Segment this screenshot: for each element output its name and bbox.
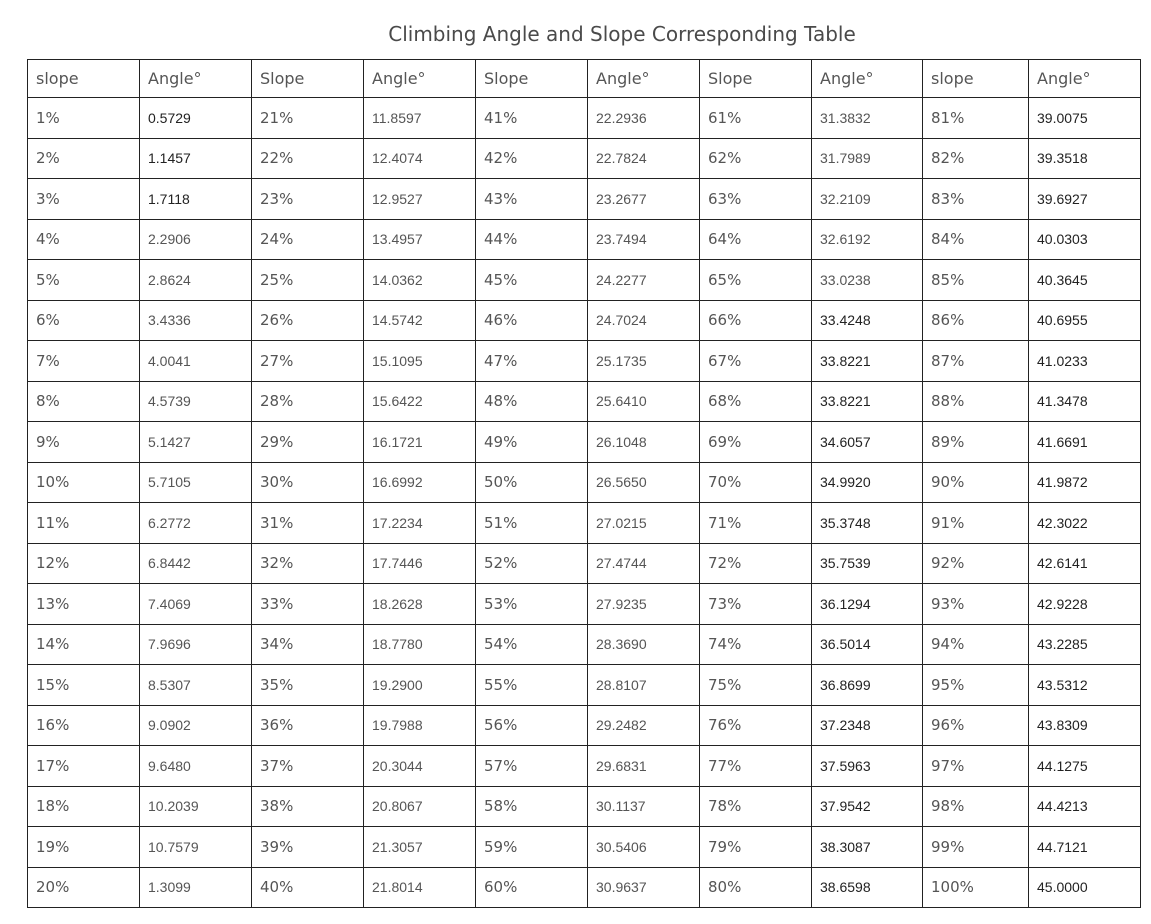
angle-cell: 45.0000 [1029, 867, 1141, 908]
slope-cell: 3% [28, 179, 140, 220]
slope-cell: 12% [28, 543, 140, 584]
angle-cell: 27.9235 [588, 584, 700, 625]
angle-cell: 17.7446 [364, 543, 476, 584]
angle-cell: 16.6992 [364, 462, 476, 503]
angle-cell: 33.0238 [812, 260, 923, 301]
header-row [28, 60, 1141, 98]
angle-cell: 1.7118 [140, 179, 252, 220]
slope-cell: 28% [252, 381, 364, 422]
slope-cell: 2% [28, 138, 140, 179]
slope-cell: 14% [28, 624, 140, 665]
angle-cell: 37.2348 [812, 705, 923, 746]
slope-cell: 100% [923, 867, 1029, 908]
angle-cell: 44.4213 [1029, 786, 1141, 827]
slope-cell: 24% [252, 219, 364, 260]
slope-cell: 9% [28, 422, 140, 463]
slope-cell: 47% [476, 341, 588, 382]
angle-cell: 14.5742 [364, 300, 476, 341]
angle-cell: 29.2482 [588, 705, 700, 746]
angle-cell: 21.8014 [364, 867, 476, 908]
angle-cell: 41.6691 [1029, 422, 1141, 463]
angle-cell: 6.2772 [140, 503, 252, 544]
slope-cell: 51% [476, 503, 588, 544]
slope-cell: 40% [252, 867, 364, 908]
angle-cell: 23.2677 [588, 179, 700, 220]
angle-cell: 1.1457 [140, 138, 252, 179]
slope-cell: 56% [476, 705, 588, 746]
table-row [28, 705, 1141, 746]
slope-cell: 46% [476, 300, 588, 341]
angle-cell: 5.1427 [140, 422, 252, 463]
slope-cell: 10% [28, 462, 140, 503]
slope-cell: 27% [252, 341, 364, 382]
slope-cell: 7% [28, 341, 140, 382]
table-row [28, 98, 1141, 139]
angle-cell: 28.8107 [588, 665, 700, 706]
slope-cell: 55% [476, 665, 588, 706]
slope-cell: 89% [923, 422, 1029, 463]
angle-cell: 39.3518 [1029, 138, 1141, 179]
angle-cell: 10.2039 [140, 786, 252, 827]
angle-cell: 44.7121 [1029, 827, 1141, 868]
angle-cell: 41.9872 [1029, 462, 1141, 503]
angle-cell: 42.3022 [1029, 503, 1141, 544]
slope-cell: 83% [923, 179, 1029, 220]
angle-cell: 36.8699 [812, 665, 923, 706]
table-row [28, 624, 1141, 665]
angle-cell: 7.4069 [140, 584, 252, 625]
slope-cell: 19% [28, 827, 140, 868]
slope-cell: 38% [252, 786, 364, 827]
angle-cell: 9.6480 [140, 746, 252, 787]
angle-cell: 12.9527 [364, 179, 476, 220]
slope-cell: 66% [700, 300, 812, 341]
angle-cell: 38.6598 [812, 867, 923, 908]
table-row [28, 341, 1141, 382]
slope-cell: 73% [700, 584, 812, 625]
angle-cell: 35.7539 [812, 543, 923, 584]
table-row [28, 584, 1141, 625]
column-header: Slope [252, 60, 364, 98]
angle-cell: 24.2277 [588, 260, 700, 301]
angle-cell: 10.7579 [140, 827, 252, 868]
slope-cell: 95% [923, 665, 1029, 706]
slope-cell: 77% [700, 746, 812, 787]
angle-cell: 30.1137 [588, 786, 700, 827]
slope-cell: 65% [700, 260, 812, 301]
column-header: slope [923, 60, 1029, 98]
table-row [28, 381, 1141, 422]
angle-cell: 3.4336 [140, 300, 252, 341]
table-row [28, 462, 1141, 503]
angle-cell: 34.6057 [812, 422, 923, 463]
slope-cell: 25% [252, 260, 364, 301]
table-row [28, 138, 1141, 179]
slope-cell: 92% [923, 543, 1029, 584]
table-row [28, 746, 1141, 787]
slope-cell: 16% [28, 705, 140, 746]
angle-cell: 42.9228 [1029, 584, 1141, 625]
slope-cell: 42% [476, 138, 588, 179]
table-row [28, 543, 1141, 584]
angle-cell: 29.6831 [588, 746, 700, 787]
angle-cell: 18.2628 [364, 584, 476, 625]
slope-cell: 4% [28, 219, 140, 260]
angle-cell: 11.8597 [364, 98, 476, 139]
column-header: Angle° [1029, 60, 1141, 98]
slope-cell: 33% [252, 584, 364, 625]
slope-cell: 60% [476, 867, 588, 908]
angle-cell: 20.8067 [364, 786, 476, 827]
slope-cell: 53% [476, 584, 588, 625]
slope-cell: 50% [476, 462, 588, 503]
slope-cell: 41% [476, 98, 588, 139]
angle-cell: 6.8442 [140, 543, 252, 584]
table-row [28, 827, 1141, 868]
slope-cell: 62% [700, 138, 812, 179]
angle-cell: 43.5312 [1029, 665, 1141, 706]
slope-cell: 87% [923, 341, 1029, 382]
angle-cell: 32.2109 [812, 179, 923, 220]
angle-cell: 40.0303 [1029, 219, 1141, 260]
angle-cell: 33.4248 [812, 300, 923, 341]
slope-cell: 67% [700, 341, 812, 382]
angle-cell: 26.5650 [588, 462, 700, 503]
angle-cell: 43.8309 [1029, 705, 1141, 746]
angle-cell: 32.6192 [812, 219, 923, 260]
slope-cell: 72% [700, 543, 812, 584]
angle-cell: 2.8624 [140, 260, 252, 301]
table-row [28, 260, 1141, 301]
slope-cell: 99% [923, 827, 1029, 868]
slope-cell: 68% [700, 381, 812, 422]
slope-cell: 15% [28, 665, 140, 706]
angle-cell: 36.5014 [812, 624, 923, 665]
slope-cell: 80% [700, 867, 812, 908]
angle-cell: 19.2900 [364, 665, 476, 706]
angle-cell: 33.8221 [812, 381, 923, 422]
angle-cell: 4.5739 [140, 381, 252, 422]
angle-cell: 2.2906 [140, 219, 252, 260]
slope-cell: 88% [923, 381, 1029, 422]
angle-cell: 28.3690 [588, 624, 700, 665]
slope-cell: 85% [923, 260, 1029, 301]
angle-cell: 17.2234 [364, 503, 476, 544]
angle-cell: 20.3044 [364, 746, 476, 787]
slope-cell: 30% [252, 462, 364, 503]
table-row [28, 867, 1141, 908]
slope-cell: 75% [700, 665, 812, 706]
slope-cell: 11% [28, 503, 140, 544]
angle-cell: 26.1048 [588, 422, 700, 463]
angle-cell: 8.5307 [140, 665, 252, 706]
slope-cell: 57% [476, 746, 588, 787]
slope-cell: 21% [252, 98, 364, 139]
slope-cell: 22% [252, 138, 364, 179]
slope-cell: 76% [700, 705, 812, 746]
column-header: Slope [476, 60, 588, 98]
slope-cell: 82% [923, 138, 1029, 179]
angle-cell: 22.2936 [588, 98, 700, 139]
slope-cell: 34% [252, 624, 364, 665]
angle-cell: 33.8221 [812, 341, 923, 382]
slope-cell: 81% [923, 98, 1029, 139]
slope-cell: 86% [923, 300, 1029, 341]
slope-cell: 98% [923, 786, 1029, 827]
angle-cell: 31.7989 [812, 138, 923, 179]
table-row [28, 665, 1141, 706]
angle-cell: 13.4957 [364, 219, 476, 260]
slope-cell: 26% [252, 300, 364, 341]
column-header: Angle° [588, 60, 700, 98]
column-header: Angle° [140, 60, 252, 98]
slope-cell: 49% [476, 422, 588, 463]
angle-cell: 35.3748 [812, 503, 923, 544]
slope-cell: 37% [252, 746, 364, 787]
slope-cell: 70% [700, 462, 812, 503]
angle-cell: 37.5963 [812, 746, 923, 787]
angle-cell: 44.1275 [1029, 746, 1141, 787]
angle-cell: 40.6955 [1029, 300, 1141, 341]
slope-cell: 17% [28, 746, 140, 787]
angle-cell: 12.4074 [364, 138, 476, 179]
angle-cell: 37.9542 [812, 786, 923, 827]
slope-cell: 35% [252, 665, 364, 706]
slope-cell: 8% [28, 381, 140, 422]
angle-cell: 1.3099 [140, 867, 252, 908]
slope-cell: 90% [923, 462, 1029, 503]
angle-cell: 9.0902 [140, 705, 252, 746]
angle-cell: 30.9637 [588, 867, 700, 908]
angle-cell: 40.3645 [1029, 260, 1141, 301]
angle-cell: 21.3057 [364, 827, 476, 868]
slope-cell: 32% [252, 543, 364, 584]
angle-cell: 25.1735 [588, 341, 700, 382]
table-row [28, 422, 1141, 463]
angle-cell: 38.3087 [812, 827, 923, 868]
angle-cell: 36.1294 [812, 584, 923, 625]
slope-cell: 63% [700, 179, 812, 220]
slope-cell: 71% [700, 503, 812, 544]
angle-cell: 27.4744 [588, 543, 700, 584]
slope-cell: 54% [476, 624, 588, 665]
angle-cell: 27.0215 [588, 503, 700, 544]
slope-cell: 1% [28, 98, 140, 139]
angle-cell: 39.0075 [1029, 98, 1141, 139]
slope-angle-table [27, 59, 1141, 908]
column-header: Angle° [812, 60, 923, 98]
angle-cell: 4.0041 [140, 341, 252, 382]
slope-cell: 58% [476, 786, 588, 827]
angle-cell: 16.1721 [364, 422, 476, 463]
angle-cell: 15.1095 [364, 341, 476, 382]
slope-cell: 48% [476, 381, 588, 422]
slope-cell: 93% [923, 584, 1029, 625]
angle-cell: 30.5406 [588, 827, 700, 868]
angle-cell: 18.7780 [364, 624, 476, 665]
angle-cell: 14.0362 [364, 260, 476, 301]
slope-cell: 74% [700, 624, 812, 665]
slope-cell: 97% [923, 746, 1029, 787]
angle-cell: 5.7105 [140, 462, 252, 503]
slope-cell: 69% [700, 422, 812, 463]
slope-cell: 45% [476, 260, 588, 301]
angle-cell: 15.6422 [364, 381, 476, 422]
angle-cell: 42.6141 [1029, 543, 1141, 584]
slope-cell: 20% [28, 867, 140, 908]
slope-cell: 52% [476, 543, 588, 584]
column-header: Angle° [364, 60, 476, 98]
slope-cell: 6% [28, 300, 140, 341]
angle-cell: 7.9696 [140, 624, 252, 665]
angle-cell: 24.7024 [588, 300, 700, 341]
slope-cell: 78% [700, 786, 812, 827]
slope-cell: 31% [252, 503, 364, 544]
slope-cell: 59% [476, 827, 588, 868]
column-header: slope [28, 60, 140, 98]
angle-cell: 34.9920 [812, 462, 923, 503]
slope-cell: 23% [252, 179, 364, 220]
slope-cell: 18% [28, 786, 140, 827]
slope-cell: 96% [923, 705, 1029, 746]
slope-cell: 91% [923, 503, 1029, 544]
angle-cell: 31.3832 [812, 98, 923, 139]
table-row [28, 179, 1141, 220]
angle-cell: 23.7494 [588, 219, 700, 260]
angle-cell: 0.5729 [140, 98, 252, 139]
angle-cell: 43.2285 [1029, 624, 1141, 665]
table-row [28, 503, 1141, 544]
table-row [28, 786, 1141, 827]
slope-cell: 29% [252, 422, 364, 463]
slope-cell: 64% [700, 219, 812, 260]
slope-cell: 44% [476, 219, 588, 260]
angle-cell: 22.7824 [588, 138, 700, 179]
slope-cell: 43% [476, 179, 588, 220]
angle-cell: 41.0233 [1029, 341, 1141, 382]
slope-cell: 94% [923, 624, 1029, 665]
slope-cell: 5% [28, 260, 140, 301]
slope-cell: 61% [700, 98, 812, 139]
table-row [28, 219, 1141, 260]
slope-cell: 13% [28, 584, 140, 625]
table-row [28, 300, 1141, 341]
angle-cell: 41.3478 [1029, 381, 1141, 422]
slope-cell: 84% [923, 219, 1029, 260]
slope-cell: 39% [252, 827, 364, 868]
angle-cell: 19.7988 [364, 705, 476, 746]
angle-cell: 39.6927 [1029, 179, 1141, 220]
page-title: Climbing Angle and Slope Corresponding Table [388, 22, 856, 46]
slope-cell: 36% [252, 705, 364, 746]
angle-cell: 25.6410 [588, 381, 700, 422]
slope-cell: 79% [700, 827, 812, 868]
column-header: Slope [700, 60, 812, 98]
